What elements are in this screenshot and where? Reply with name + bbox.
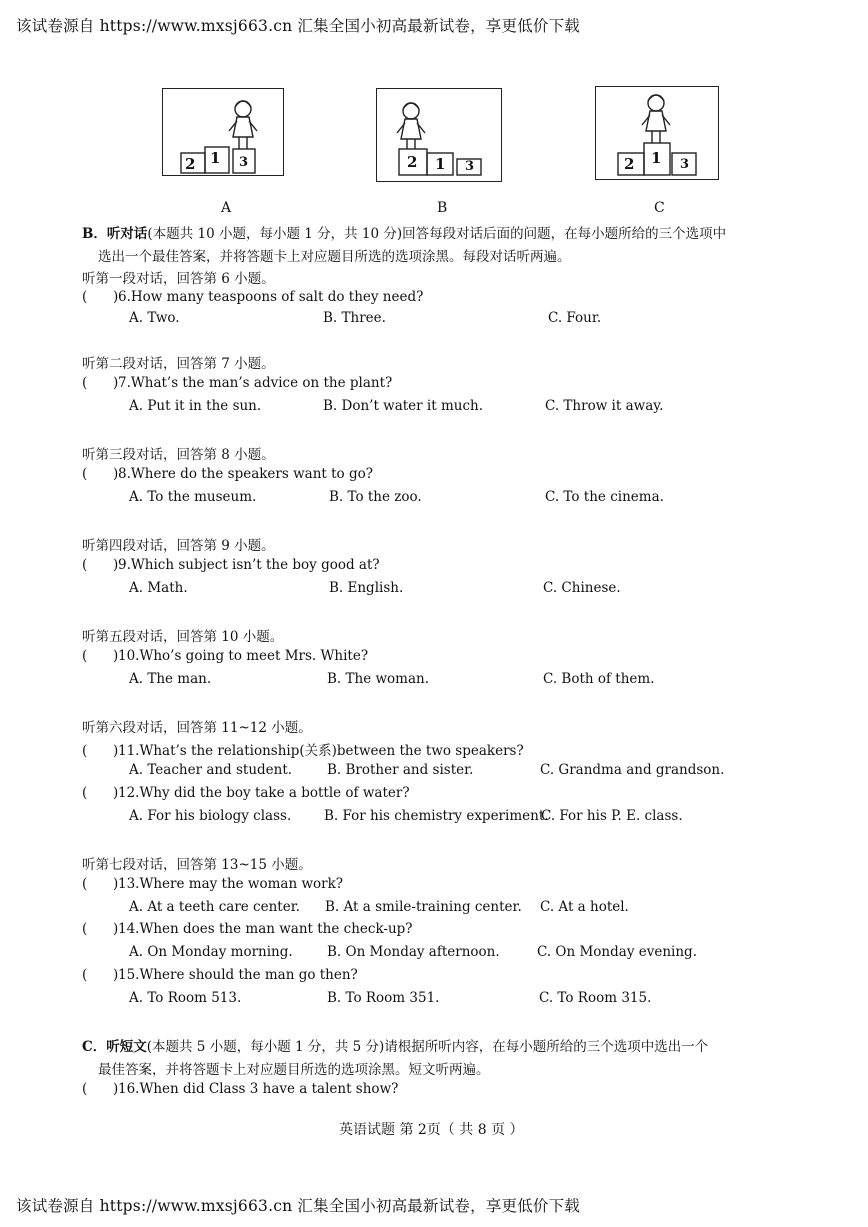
podium-girl-illustration-a — [163, 89, 283, 175]
option-c: C. Four. — [548, 310, 602, 326]
answer-blank[interactable]: ( ) — [82, 557, 119, 573]
section-c-heading: C．听短文 — [82, 1039, 147, 1055]
podium-label-2: 2 — [407, 153, 418, 171]
question-13 — [82, 876, 343, 892]
picture-caption-c: C — [654, 200, 665, 216]
picture-caption-b: B — [437, 200, 448, 216]
section-c-desc-line1: (本题共 5 小题，每小题 1 分，共 5 分)请根据所听内容，在每小题所给的三个选项中选出一个 — [146, 1039, 709, 1055]
podium-label-3: 3 — [239, 155, 249, 170]
option-c: C. For his P. E. class. — [541, 808, 683, 824]
option-a: A. At a teeth care center. — [129, 899, 300, 915]
answer-blank[interactable]: ( ) — [82, 289, 119, 305]
question-text: 14.When does the man want the check-up? — [118, 921, 413, 937]
podium-label-3: 3 — [680, 157, 690, 172]
dialogue-intro: 听第五段对话，回答第 10 小题。 — [82, 629, 284, 645]
option-a: A. For his biology class. — [129, 808, 292, 824]
dialogue-intro: 听第三段对话，回答第 8 小题。 — [82, 447, 275, 463]
answer-blank[interactable]: ( ) — [82, 785, 119, 801]
option-b: B. For his chemistry experiment. — [324, 808, 549, 824]
answer-blank[interactable]: ( ) — [82, 921, 119, 937]
option-b: B. Three. — [323, 310, 386, 326]
dialogue-intro: 听第六段对话，回答第 11~12 小题。 — [82, 720, 312, 736]
picture-caption-a: A — [221, 200, 232, 216]
option-b: B. To the zoo. — [329, 489, 422, 505]
option-c: C. Grandma and grandson. — [540, 762, 725, 778]
question-text: 13.Where may the woman work? — [118, 876, 344, 892]
dialogue-intro: 听第四段对话，回答第 9 小题。 — [82, 538, 275, 554]
question-text: 6.How many teaspoons of salt do they need? — [118, 289, 424, 305]
option-b: B. The woman. — [327, 671, 430, 687]
dialogue-intro: 听第二段对话，回答第 7 小题。 — [82, 356, 275, 372]
option-c: C. To the cinema. — [545, 489, 664, 505]
option-a: A. Math. — [129, 580, 188, 596]
picture-a — [162, 88, 284, 176]
option-a: A. On Monday morning. — [129, 944, 293, 960]
answer-blank[interactable]: ( ) — [82, 967, 119, 983]
option-c: C. Chinese. — [543, 580, 621, 596]
section-b-desc-line1: (本题共 10 小题，每小题 1 分，共 10 分)回答每段对话后面的问题，在每小题所给的三个选项中 — [147, 226, 727, 242]
question-text: 10.Who’s going to meet Mrs. White? — [118, 648, 369, 664]
option-a: A. To Room 513. — [129, 990, 242, 1006]
option-c: C. Both of them. — [543, 671, 655, 687]
question-9 — [82, 557, 380, 573]
question-text: 12.Why did the boy take a bottle of water? — [118, 785, 410, 801]
podium-label-1: 1 — [651, 149, 662, 167]
podium-label-1: 1 — [435, 155, 446, 173]
option-b: B. On Monday afternoon. — [327, 944, 500, 960]
question-11 — [82, 739, 524, 759]
podium-label-2: 2 — [624, 155, 635, 173]
podium-label-2: 2 — [185, 155, 196, 173]
option-a: A. Put it in the sun. — [129, 398, 262, 414]
option-b: B. Brother and sister. — [327, 762, 474, 778]
answer-blank[interactable]: ( ) — [82, 466, 119, 482]
source-banner-bottom: 该试卷源自 https://www.mxsj663.cn 汇集全国小初高最新试卷，享更低价下载 — [16, 1197, 581, 1215]
question-12 — [82, 785, 410, 801]
option-b: B. To Room 351. — [327, 990, 440, 1006]
picture-b — [376, 88, 502, 182]
option-a: A. Two. — [129, 310, 180, 326]
dialogue-intro: 听第一段对话，回答第 6 小题。 — [82, 271, 275, 287]
question-7 — [82, 375, 392, 391]
option-a: A. To the museum. — [129, 489, 257, 505]
option-b: B. Don’t water it much. — [323, 398, 483, 414]
answer-blank[interactable]: ( ) — [82, 375, 119, 391]
question-text: 15.Where should the man go then? — [118, 967, 358, 983]
question-14 — [82, 921, 413, 937]
question-text: 9.Which subject isn’t the boy good at? — [118, 557, 380, 573]
dialogue-intro: 听第七段对话，回答第 13~15 小题。 — [82, 857, 312, 873]
option-c: C. On Monday evening. — [537, 944, 697, 960]
option-a: A. Teacher and student. — [129, 762, 293, 778]
question-text: 8.Where do the speakers want to go? — [118, 466, 373, 482]
picture-c — [595, 86, 719, 180]
answer-blank[interactable]: ( ) — [82, 876, 119, 892]
option-c: C. To Room 315. — [539, 990, 652, 1006]
question-6 — [82, 289, 423, 305]
page-footer: 英语试题 第 2页（ 共 8 页 ） — [339, 1122, 524, 1138]
question-16 — [82, 1081, 398, 1097]
option-a: A. The man. — [129, 671, 212, 687]
option-b: B. At a smile-training center. — [325, 899, 522, 915]
podium-label-1: 1 — [210, 149, 221, 167]
answer-blank[interactable]: ( ) — [82, 648, 119, 664]
answer-blank[interactable]: ( ) — [82, 743, 119, 759]
podium-label-3: 3 — [465, 159, 475, 174]
section-b-instructions — [82, 222, 726, 242]
answer-blank[interactable]: ( ) — [82, 1081, 119, 1097]
option-c: C. Throw it away. — [545, 398, 664, 414]
question-text: 11.What’s the relationship(关系)between the two speakers? — [118, 743, 524, 759]
question-15 — [82, 967, 358, 983]
section-c-desc-line2: 最佳答案，并将答题卡上对应题目所选的选项涂黑。短文听两遍。 — [98, 1062, 490, 1078]
section-c-instructions — [82, 1035, 708, 1055]
question-8 — [82, 466, 373, 482]
question-text: 16.When did Class 3 have a talent show? — [118, 1081, 399, 1097]
option-c: C. At a hotel. — [540, 899, 629, 915]
source-banner-top: 该试卷源自 https://www.mxsj663.cn 汇集全国小初高最新试卷，享更低价下载 — [16, 17, 581, 35]
question-text: 7.What’s the man’s advice on the plant? — [118, 375, 393, 391]
question-10 — [82, 648, 368, 664]
section-b-heading: B．听对话 — [82, 226, 148, 242]
option-b: B. English. — [329, 580, 404, 596]
section-b-desc-line2: 选出一个最佳答案，并将答题卡上对应题目所选的选项涂黑。每段对话听两遍。 — [98, 249, 571, 265]
